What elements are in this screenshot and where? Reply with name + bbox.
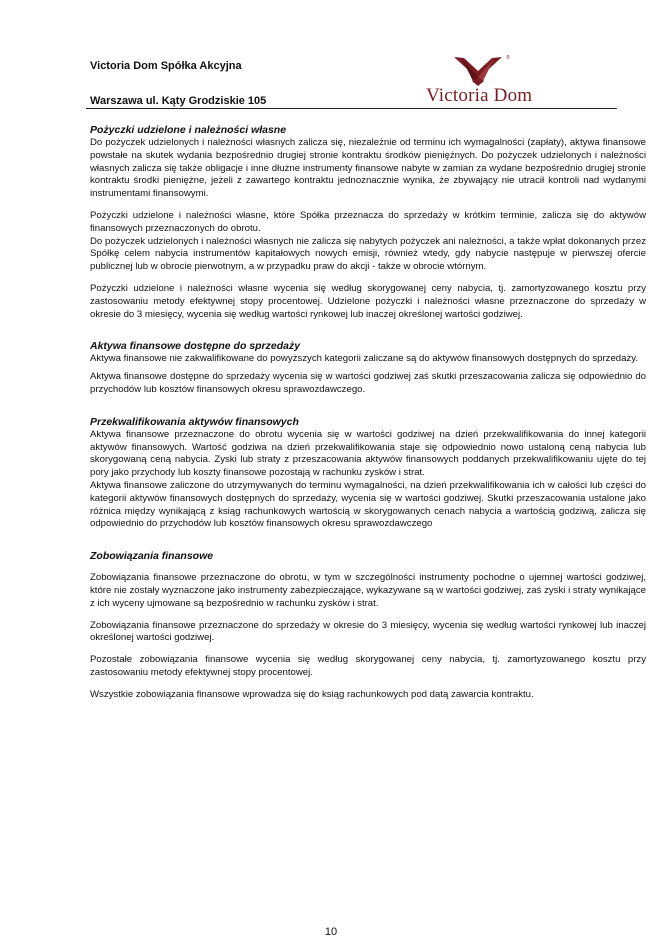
logo-registered-mark: ® [506,55,510,61]
section-title-financial-liabilities: Zobowiązania finansowe [90,550,214,563]
paragraph: Pozostałe zobowiązania finansowe wycenia się według skorygowanej ceny nabycia, tj. zamortyzowanego kosztu przy zastosowaniu metody efektywnej stopy procentowej. [90,654,646,678]
section-title-reclassification: Przekwalifikowania aktywów finansowych [90,415,299,428]
company-name: Victoria Dom Spółka Akcyjna [90,60,242,72]
logo-mark-icon [452,55,504,87]
paragraph: Zobowiązania finansowe przeznaczone do sprzedaży w okresie do 3 miesięcy, wycenia się według wartości rynkowej lub inaczej określonej wartości godziwej. [90,619,646,644]
company-address: Warszawa ul. Kąty Grodziskie 105 [90,95,267,107]
paragraph: Zobowiązania finansowe przeznaczone do obrotu, w tym w szczególności instrumenty pochodne o ujemnej wartości godziwej, które nie zostały wyznaczone jako instrumenty zabezpieczające, wykazywane są w wartości godziwej, zaś zyski i straty wynikające z ich wyceny ujmowane są bezpośrednio w rachunku zysków i strat. [90,572,646,609]
paragraph: Aktywa finansowe dostępne do sprzedaży wycenia się w wartości godziwej zaś skutki przeszacowania zalicza się odpowiednio do przychodów lub kosztów finansowych okresu sprawozdawczego. [90,371,646,395]
paragraph: Aktywa finansowe przeznaczone do obrotu wycenia się w wartości godziwej na dzień przekwalifikowania do innej kategorii aktywów finansowych. Wartość godziwa na dzień przekwalifikowania staje się odpowiednio nowo ustaloną ceną nabycia lub skorygowaną ceną nabycia. Zyski lub straty z przeszacowania aktywów finansowych poddanych przekwalifikowaniu ujęte do tej pory jako przychody lub koszty finansowe pozostają w rachunku zysków i strat. [90,428,646,479]
victoria-dom-logo [420,55,533,106]
section-title-available-for-sale: Aktywa finansowe dostępne do sprzedaży [90,340,301,353]
logo-text: Victoria Dom [426,85,533,106]
paragraph: Pożyczki udzielone i należności własne, które Spółka przeznacza do sprzedaży w krótkim terminie, zalicza się do aktywów finansowych przeznaczonych do obrotu. [90,209,646,234]
paragraph: Aktywa finansowe nie zakwalifikowane do powyższych kategorii zaliczane są do aktywów finansowych dostępnych do sprzedaży. [90,353,639,365]
paragraph: Pożyczki udzielone i należności własne wycenia się według skorygowanej ceny nabycia, tj. zamortyzowanego kosztu przy zastosowaniu metody efektywnej stopy procentowej. Udzielone pożyczki i należności własne przeznaczone do sprzedaży w okresie do 3 miesięcy, wycenia się według wartości rynkowej lub inaczej określonej wartości godziwej. [90,282,646,320]
section-title-loans: Pożyczki udzielone i należności własne [90,124,287,136]
document-body [90,124,646,702]
paragraph: Aktywa finansowe zaliczone do utrzymywanych do terminu wymagalności, na dzień przekwalifikowania ich w całości lub części do kategorii aktywów finansowych dostępnych do sprzedaży, wycenia się w wartości godziwej. Skutki przeszacowania ustalone jako różnica między wynikającą z ksiąg rachunkowych wartością w skorygowanych cenach nabycia a wartością godziwą, zalicza się odpowiednio do przychodów lub kosztów finansowych okresu sprawozdawczego [90,479,646,530]
paragraph: Do pożyczek udzielonych i należności własnych nie zalicza się nabytych pożyczek ani należności, a także wpłat dokonanych przez Spółkę celem nabycia instrumentów kapitałowych nowych emisji, również wtedy, gdy nabycie następuje w pierwszej ofercie publicznej lub w obrocie pierwotnym, a w przypadku praw do akcji - także w obrocie wtórnym. [90,235,646,273]
header-divider [86,108,617,109]
paragraph: Do pożyczek udzielonych i należności własnych zalicza się, niezależnie od terminu ich wymagalności (zapłaty), aktywa finansowe powstałe na skutek wydania bezpośrednio drugiej stronie kontraktu środków pieniężnych. Do pożyczek udzielonych i należności własnych zalicza się także obligacje i inne dłużne instrumenty finansowe nabyte w zamian za wydane bezpośrednio drugiej stronie kontraktu środki pieniężne, jeżeli z zawartego kontraktu jednoznacznie wynika, że zbywający nie utracił kontroli nad wydanymi instrumentami finansowymi. [90,137,646,200]
page-number: 10 [324,926,338,938]
paragraph: Wszystkie zobowiązania finansowe wprowadza się do ksiąg rachunkowych pod datą zawarcia kontraktu. [90,688,534,700]
